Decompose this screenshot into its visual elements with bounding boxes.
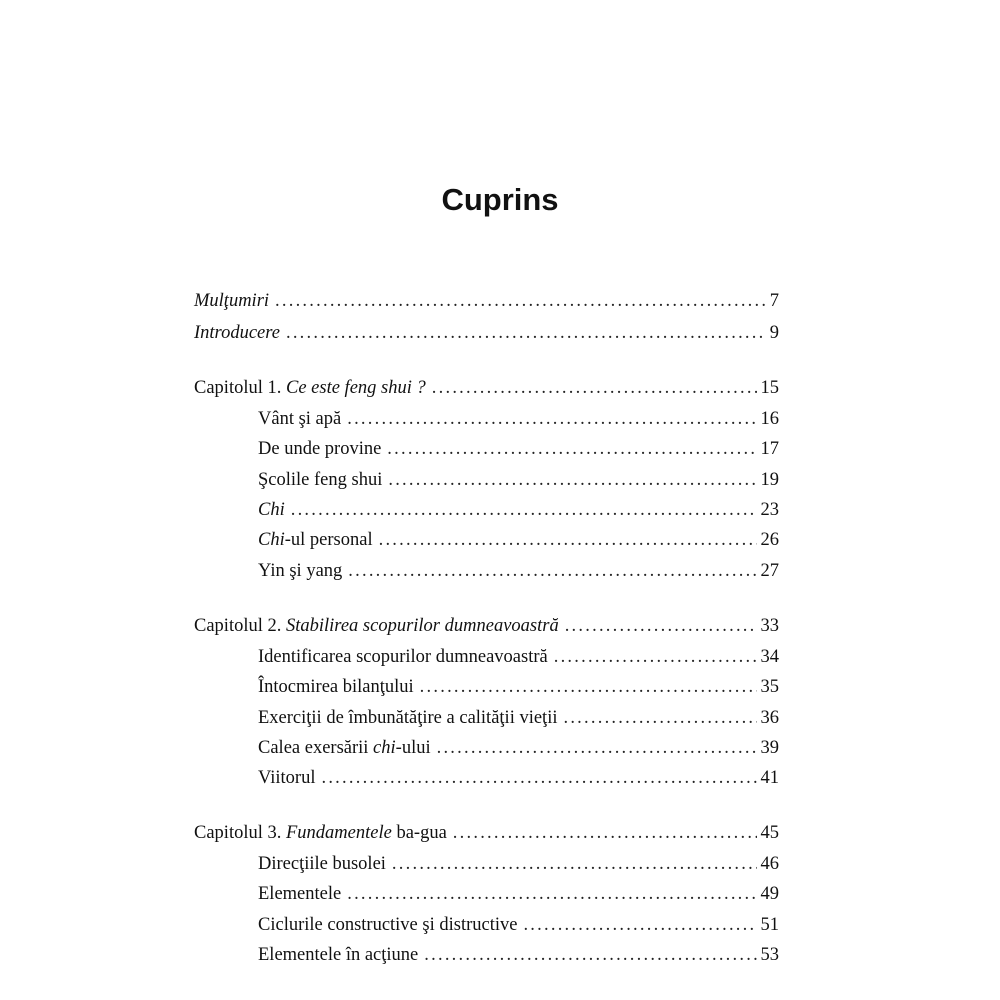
dot-leader: [420, 673, 757, 701]
toc-entry-label: Întocmirea bilanţului: [258, 677, 414, 697]
dot-leader: [291, 496, 757, 524]
toc-page-number: 46: [760, 854, 779, 874]
toc-entry-section[interactable]: [258, 643, 779, 671]
toc-entry-label: Elementele: [258, 884, 342, 904]
toc-entry-section[interactable]: [258, 466, 779, 494]
toc-page-number: 7: [769, 291, 779, 311]
toc-entry-section[interactable]: [258, 704, 779, 732]
toc-entry-introduction[interactable]: [194, 319, 779, 347]
toc-entry-label: De unde provine: [258, 439, 382, 459]
dot-leader: [347, 405, 756, 433]
toc-page-number: 19: [760, 470, 779, 490]
toc-page-number: 15: [760, 378, 779, 398]
toc-entry-section[interactable]: [258, 734, 779, 762]
toc-entry-section[interactable]: [258, 941, 779, 969]
dot-leader: [275, 287, 766, 315]
dot-leader: [523, 911, 756, 939]
dot-leader: [286, 319, 766, 347]
toc-entry-section[interactable]: [258, 911, 779, 939]
toc-page-number: 34: [760, 647, 779, 667]
dot-leader: [424, 941, 756, 969]
dot-leader: [453, 819, 757, 847]
toc-entry-label: Introducere: [194, 323, 280, 343]
toc-page-number: 41: [760, 768, 779, 788]
toc-entry-section[interactable]: [258, 764, 779, 792]
toc-page-number: 9: [769, 323, 779, 343]
toc-entry-section[interactable]: [258, 557, 779, 585]
toc-entry-section[interactable]: [258, 526, 779, 554]
toc-entry-label: Chi-ul personal: [258, 530, 373, 550]
toc-entry-label: Capitolul 3. Fundamentele ba-gua: [194, 823, 447, 843]
toc-page-number: 27: [760, 561, 779, 581]
toc-entry-label: Exerciţii de îmbunătăţire a calităţii vieţii: [258, 708, 558, 728]
dot-leader: [387, 435, 756, 463]
toc-page-number: 26: [760, 530, 779, 550]
toc-entry-section[interactable]: [258, 850, 779, 878]
dot-leader: [392, 850, 757, 878]
dot-leader: [321, 764, 756, 792]
toc-entry-chapter-1[interactable]: [194, 374, 779, 402]
toc-entry-acknowledgements[interactable]: [194, 287, 779, 315]
toc-page-number: 36: [760, 708, 779, 728]
toc-entry-chapter-2[interactable]: [194, 612, 779, 640]
toc-entry-section[interactable]: [258, 435, 779, 463]
toc-page-number: 35: [760, 677, 779, 697]
toc-entry-label: Ciclurile constructive şi distructive: [258, 915, 518, 935]
dot-leader: [347, 880, 756, 908]
toc-entry-label: Viitorul: [258, 768, 316, 788]
toc-entry-label: Calea exersării chi-ului: [258, 738, 431, 758]
toc-page-number: 23: [760, 500, 779, 520]
dot-leader: [437, 734, 757, 762]
toc-page-number: 45: [760, 823, 779, 843]
toc-entry-chapter-3[interactable]: [194, 819, 779, 847]
dot-leader: [565, 612, 757, 640]
toc-page-number: 17: [760, 439, 779, 459]
toc-page-number: 16: [760, 409, 779, 429]
toc-entry-label: Yin şi yang: [258, 561, 343, 581]
toc-entry-label: Chi: [258, 500, 285, 520]
toc-entry-label: Direcţiile busolei: [258, 854, 386, 874]
dot-leader: [348, 557, 756, 585]
toc-entry-label: Capitolul 2. Stabilirea scopurilor dumneavoastră: [194, 616, 559, 636]
toc-entry-label: Mulţumiri: [194, 291, 270, 311]
dot-leader: [379, 526, 757, 554]
page-title: Cuprins: [441, 182, 559, 217]
toc-entry-section[interactable]: [258, 405, 779, 433]
toc-entry-label: Elementele în acţiune: [258, 945, 419, 965]
dot-leader: [554, 643, 757, 671]
toc-page-number: 51: [760, 915, 779, 935]
dot-leader: [432, 374, 757, 402]
toc-page-number: 39: [760, 738, 779, 758]
toc-page-number: 33: [760, 616, 779, 636]
toc-entry-section[interactable]: [258, 496, 779, 524]
toc-page-number: 53: [760, 945, 779, 965]
toc-entry-label: Identificarea scopurilor dumneavoastră: [258, 647, 548, 667]
toc-entry-label: Vânt şi apă: [258, 409, 342, 429]
toc-entry-section[interactable]: [258, 880, 779, 908]
toc-page-number: 49: [760, 884, 779, 904]
toc-entry-label: Şcolile feng shui: [258, 470, 383, 490]
dot-leader: [563, 704, 756, 732]
toc-entry-label: Capitolul 1. Ce este feng shui ?: [194, 378, 426, 398]
toc-entry-section[interactable]: [258, 673, 779, 701]
dot-leader: [388, 466, 756, 494]
